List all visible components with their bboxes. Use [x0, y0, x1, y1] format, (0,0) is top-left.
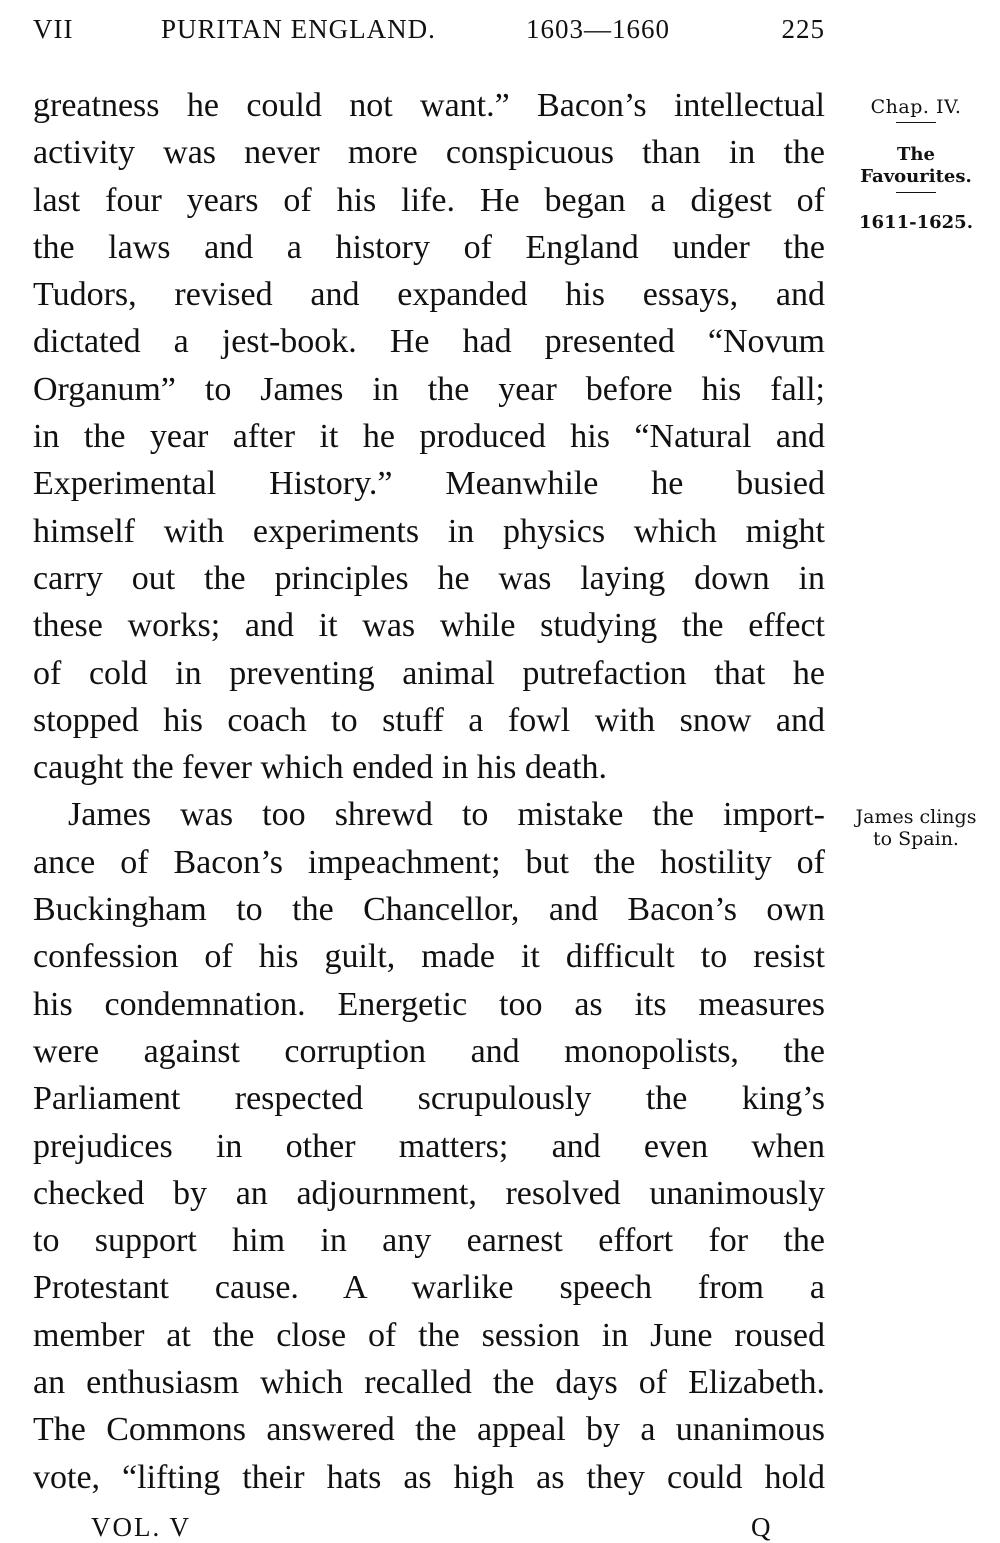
text-line: Organum” to James in the year before his fall; [33, 370, 825, 408]
text-line: in the year after it he produced his “Natural and [33, 418, 825, 456]
text-line: Buckingham to the Chancellor, and Bacon’s own [33, 891, 825, 929]
footer-volume: VOL. V [91, 1512, 192, 1542]
running-head-years: 1603—1660 [526, 14, 670, 44]
text-line: the laws and a history of England under the [33, 228, 825, 266]
text-line: The Commons answered the appeal by a unanimous [33, 1411, 825, 1449]
text-line: greatness he could not want.” Bacon’s intellectual [33, 87, 825, 124]
marginal-rule [896, 122, 936, 123]
text-line: checked by an adjournment, resolved unanimously [33, 1174, 825, 1212]
marginal-chapter-label: Chap. IV. [870, 96, 962, 118]
text-line: dictated a jest-book. He had presented “Novum [33, 323, 825, 361]
text-line: Experimental History.” Meanwhile he busied [33, 465, 825, 503]
text-line: last four years of his life. He began a digest of [33, 181, 825, 219]
footer-signature-mark: Q [751, 1512, 773, 1542]
text-line: these works; and it was while studying the effect [33, 607, 825, 645]
text-line: Parliament respected scrupulously the king’s [33, 1080, 825, 1118]
text-line: of cold in preventing animal putrefaction that he [33, 654, 825, 692]
marginal-note-line: to Spain. [873, 828, 959, 850]
marginal-subject-line: Favourites. [860, 166, 972, 187]
text-line: to support him in any earnest effort for the [33, 1222, 825, 1260]
text-line: carry out the principles he was laying down in [33, 559, 825, 597]
page-number: 225 [781, 14, 825, 44]
text-line: caught the fever which ended in his death. [33, 749, 608, 787]
text-line: Tudors, revised and expanded his essays, and [33, 276, 825, 314]
body-text [33, 82, 825, 1501]
text-line: himself with experiments in physics which might [33, 512, 825, 550]
running-head-title: PURITAN ENGLAND. [161, 14, 436, 44]
marginal-years: 1611-1625. [859, 212, 973, 233]
text-line: his condemnation. Energetic too as its measures [33, 985, 825, 1023]
text-line: confession of his guilt, made it difficult to resist [33, 938, 825, 976]
text-line: stopped his coach to stuff a fowl with snow and [33, 701, 825, 739]
text-line: were against corruption and monopolists, the [33, 1032, 825, 1070]
footer-signature-line [33, 1512, 825, 1542]
text-line: vote, “lifting their hats as high as they could hold [33, 1458, 825, 1496]
text-line: activity was never more conspicuous than in the [33, 134, 825, 172]
marginal-subject-line: The [897, 144, 935, 165]
running-head-chapter: VII [33, 14, 74, 44]
text-line: Protestant cause. A warlike speech from a [33, 1269, 825, 1307]
marginal-note-james-spain [836, 806, 996, 850]
running-head [33, 14, 825, 50]
marginal-note-line: James clings [855, 806, 977, 828]
marginal-chapter [836, 96, 996, 127]
text-line: ance of Bacon’s impeachment; but the hostility of [33, 843, 825, 881]
text-line: an enthusiasm which recalled the days of Elizabeth. [33, 1364, 825, 1402]
text-line: member at the close of the session in June roused [33, 1316, 825, 1354]
text-line: James was too shrewd to mistake the import- [68, 796, 825, 834]
text-line: prejudices in other matters; and even when [33, 1127, 825, 1165]
marginal-subject [836, 144, 996, 197]
marginal-rule [896, 192, 936, 193]
